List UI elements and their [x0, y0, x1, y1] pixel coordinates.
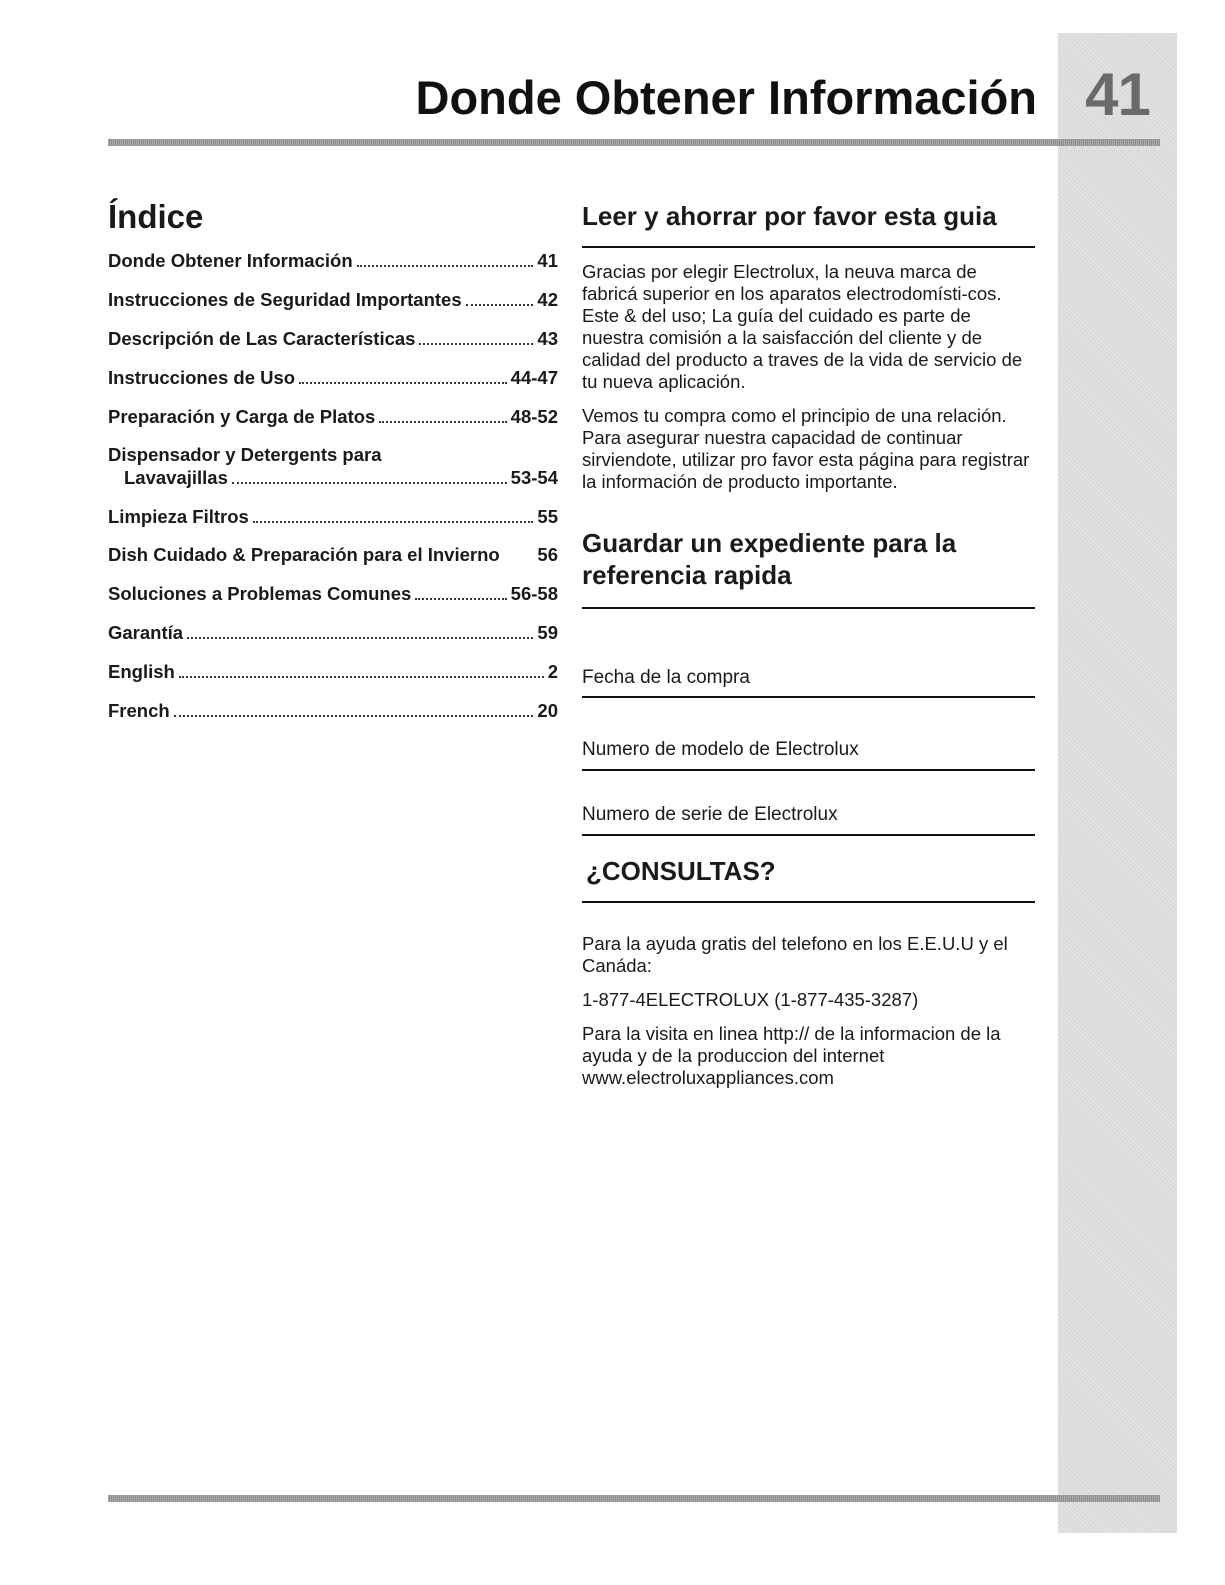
toc-label: Instrucciones de Uso: [108, 367, 296, 388]
phone-number: 1-877-4ELECTROLUX (1-877-435-3287): [582, 989, 919, 1010]
footer-rule: [108, 1495, 1160, 1502]
leader-dots: [466, 288, 534, 306]
leader-dots: [187, 621, 533, 639]
toc-label: Descripción de Las Características: [108, 328, 416, 349]
toc-page: 55: [537, 506, 558, 527]
toc-label: Preparación y Carga de Platos: [108, 406, 376, 427]
model-number-label: Numero de modelo de Electrolux: [582, 739, 859, 760]
toc-label-continued: Lavavajillas: [124, 467, 228, 488]
toc-page: 41: [537, 250, 558, 271]
toc-label: French: [108, 700, 170, 721]
toc-page: 20: [537, 700, 558, 721]
toc-entry[interactable]: [108, 444, 558, 489]
toc-entry[interactable]: [108, 327, 558, 350]
toc-page: 56: [537, 544, 558, 565]
toc-label: Garantía: [108, 622, 184, 643]
toc-entry[interactable]: [108, 505, 558, 528]
toc-page: 43: [537, 328, 558, 349]
toc-entry[interactable]: [108, 405, 558, 428]
leader-dots: [179, 660, 544, 678]
toc-list: [108, 249, 558, 722]
record-heading: Guardar un expediente para la referencia rapida: [582, 528, 957, 590]
leader-dots: [415, 582, 506, 600]
toc-entry[interactable]: [108, 699, 558, 722]
toc-label: Soluciones a Problemas Comunes: [108, 583, 412, 604]
toc-page: 44-47: [510, 367, 558, 388]
toc-label: Limpieza Filtros: [108, 506, 249, 527]
toc-entry[interactable]: [108, 621, 558, 644]
toc-page: 56-58: [510, 583, 558, 604]
header-rule: [108, 139, 1160, 146]
purchase-date-label: Fecha de la compra: [582, 667, 750, 688]
leader-dots: [357, 249, 534, 267]
guide-paragraph: Vemos tu compra como el principio de una relación. Para asegurar nuestra capacidad de continuar sirviendote, utilizar pro favor esta página para registrar la información de producto importante.: [582, 405, 1030, 492]
toc-entry[interactable]: [108, 582, 558, 605]
toc-entry[interactable]: [108, 249, 558, 272]
leader-dots: [174, 699, 534, 717]
guide-heading: Leer y ahorrar por favor esta guia: [582, 201, 997, 231]
toc-label: Instrucciones de Seguridad Importantes: [108, 289, 462, 310]
online-info: Para la visita en linea http:// de la informacion de la ayuda y de la produccion del internet www.electroluxappliances.com: [582, 1023, 1001, 1088]
toc-page: 2: [547, 661, 558, 682]
toc-label: English: [108, 661, 175, 682]
page-title: Donde Obtener Información: [415, 71, 1037, 124]
leader-dots: [232, 466, 507, 484]
toc-page: 53-54: [510, 467, 558, 488]
questions-heading: ¿CONSULTAS?: [586, 856, 776, 886]
toc-entry[interactable]: [108, 366, 558, 389]
toc-page: 42: [537, 289, 558, 310]
toc-entry[interactable]: [108, 660, 558, 683]
help-text: Para la ayuda gratis del telefono en los E.E.U.U y el Canáda:: [582, 933, 1008, 976]
leader-dots: [379, 405, 506, 423]
serial-number-line[interactable]: [582, 834, 1035, 836]
questions-divider: [582, 901, 1035, 903]
leader-dots: [253, 505, 534, 523]
guide-divider: [582, 246, 1035, 248]
toc-label: Dispensador y Detergents para: [108, 444, 382, 465]
leader-dots: [299, 366, 507, 384]
leader-dots: [419, 327, 533, 345]
toc-page: 48-52: [510, 406, 558, 427]
guide-paragraph: Gracias por elegir Electrolux, la neuva marca de fabricá superior en los aparatos electrodomísti-cos. Este & del uso; La guía del cuidado es parte de nuestra comisión a la saisfacción del cliente y de calidad del producto a traves de la vida de servicio de tu nueva aplicación.: [582, 261, 1023, 392]
page-number: 41: [1085, 61, 1150, 128]
toc-entry[interactable]: [108, 544, 558, 566]
toc-label: Dish Cuidado & Preparación para el Invierno: [108, 544, 500, 565]
side-tab-shading: [1058, 33, 1177, 1533]
toc-entry[interactable]: [108, 288, 558, 311]
right-column: [582, 200, 1037, 1101]
serial-number-label: Numero de serie de Electrolux: [582, 804, 838, 825]
index-title: Índice: [108, 198, 204, 235]
toc-page: 59: [537, 622, 558, 643]
toc-label: Donde Obtener Información: [108, 250, 353, 271]
index-section: [108, 198, 558, 738]
